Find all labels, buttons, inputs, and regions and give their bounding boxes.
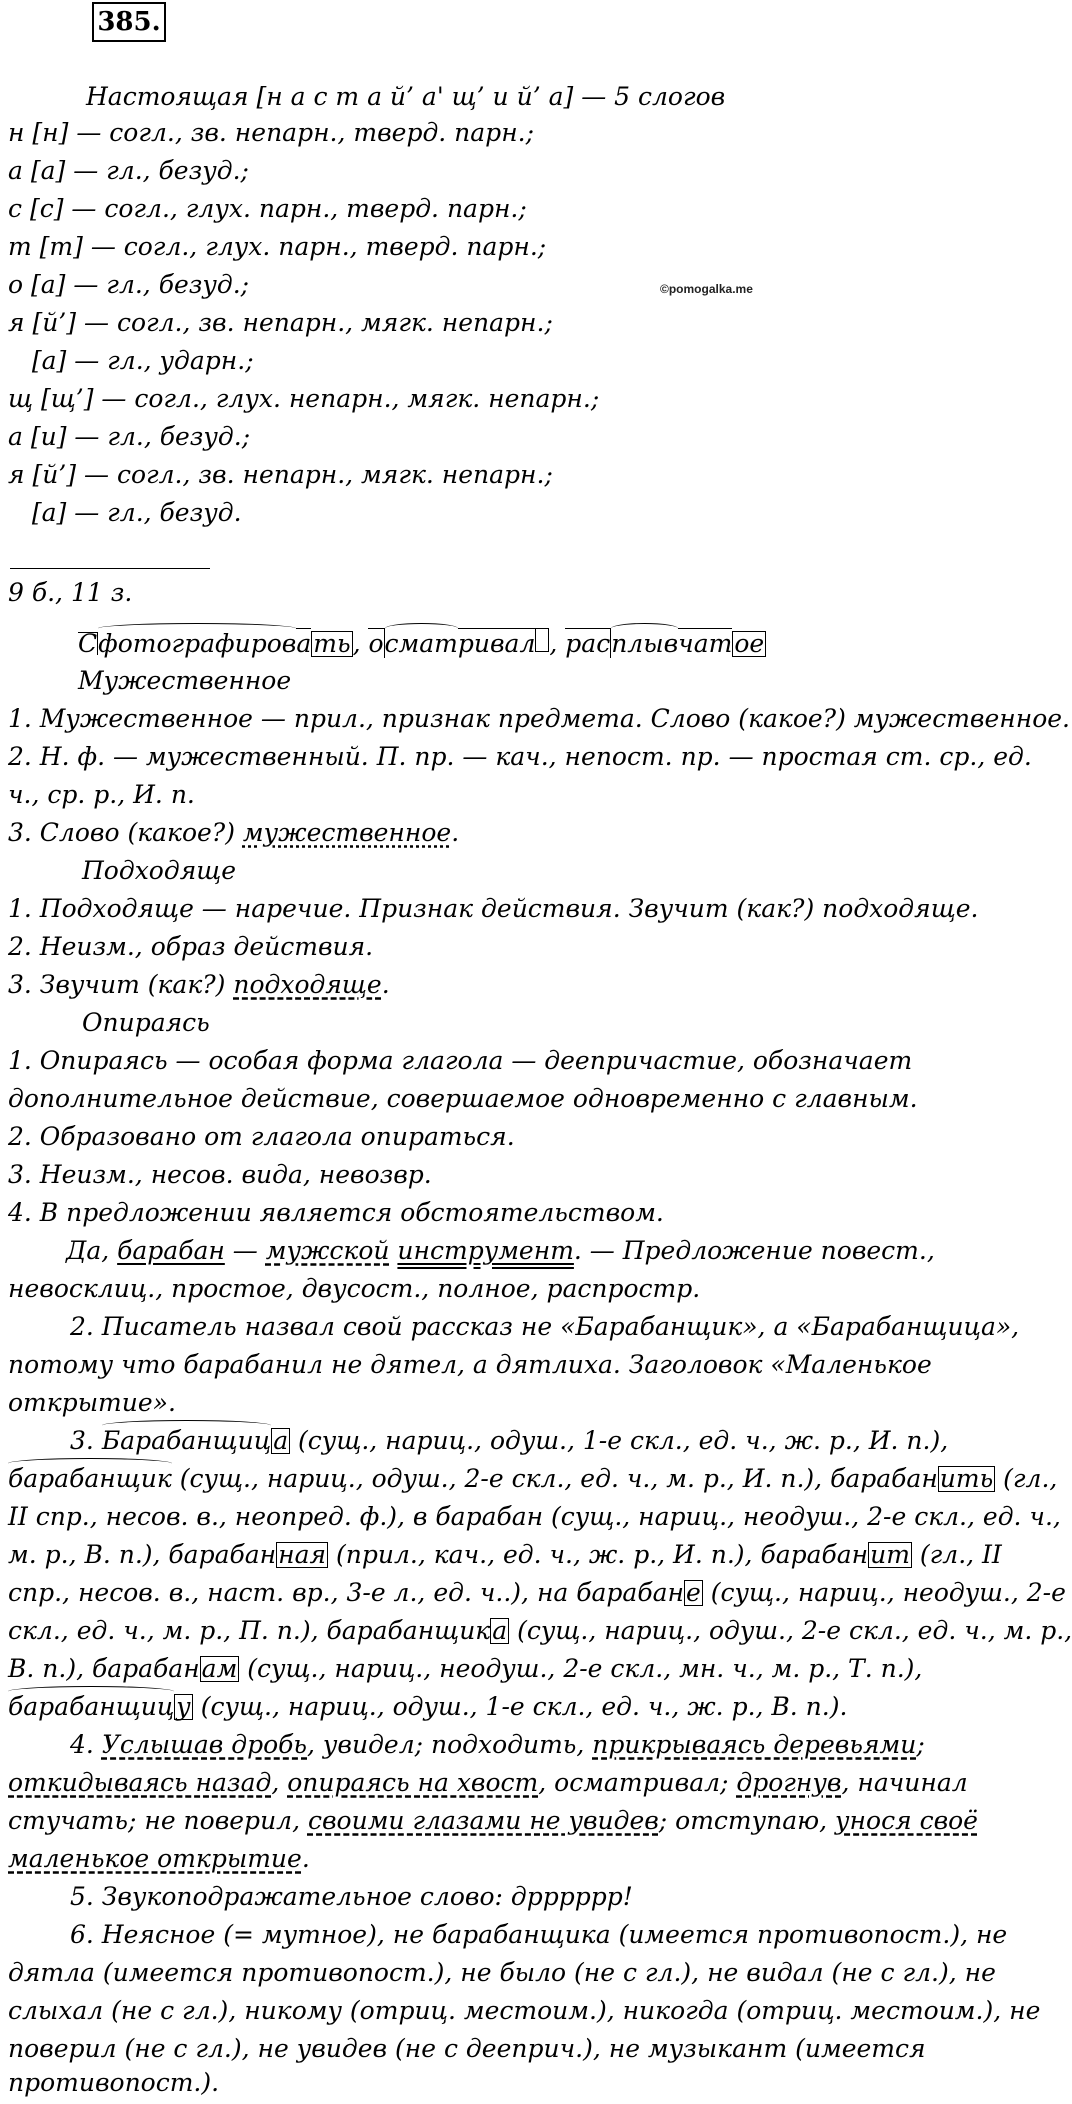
- ending-box: ть: [313, 629, 351, 658]
- text: 4.: [70, 1730, 102, 1759]
- ending-box: ое: [734, 629, 765, 658]
- sentence-attr: мужской: [265, 1236, 390, 1265]
- analysis-line: ч., ср. р., И. п.: [8, 780, 195, 809]
- gloss: (сущ., нариц., неодуш., 2-е скл., мн. ч., м. р., Т. п.),: [239, 1654, 923, 1683]
- gloss: м. р., В. п.), барабан: [8, 1540, 277, 1569]
- gloss: В. п.), барабан: [8, 1654, 200, 1683]
- suffix-mark: чат: [678, 629, 733, 658]
- para-line: [8, 1768, 968, 1798]
- example-suffix: .: [381, 970, 390, 999]
- suffix-mark: а: [296, 629, 312, 658]
- para-line: 6. Неясное (= мутное), не барабанщика (имеется противопост.), не: [70, 1920, 1008, 1949]
- analysis-line: 2. Неизм., образ действия.: [8, 932, 374, 961]
- example-word: подходяще: [233, 970, 382, 999]
- ending-box: е: [685, 1578, 701, 1607]
- text: стучать; не поверил,: [8, 1806, 308, 1835]
- para-line: [8, 1654, 922, 1684]
- analysis-line: 3. Неизм., несов. вида, невозвр.: [8, 1160, 432, 1189]
- phonetic-row: а [а] — гл., безуд.;: [8, 156, 249, 185]
- sentence-predicate: инструмент: [397, 1236, 574, 1265]
- root-mark: плыв: [611, 629, 679, 658]
- ending-box: [535, 628, 549, 652]
- para-line: открытие».: [8, 1388, 176, 1417]
- para-line: [8, 1464, 1057, 1494]
- gloss: спр., несов. в., наст. вр., 3-е л., ед. ч..), на барабан: [8, 1578, 684, 1607]
- suffix-mark: рив: [457, 629, 505, 658]
- root-mark: смат: [384, 629, 458, 658]
- participle-phrase: откидываясь назад: [8, 1768, 272, 1797]
- gloss: (сущ., нариц., одуш., 2-е скл., ед. ч., м. р., И. п.), барабан: [171, 1464, 938, 1493]
- participle-phrase: опираясь на хвост: [287, 1768, 539, 1797]
- example-prefix: 3. Звучит (как?): [8, 970, 234, 999]
- morphemic-words: [78, 628, 766, 659]
- text: .: [301, 1844, 310, 1873]
- gloss: (сущ., нариц., одуш., 1-е скл., ед. ч., ж. р., И. п.),: [290, 1426, 949, 1455]
- prefix-text: 3.: [70, 1426, 102, 1455]
- para-line: [70, 1426, 948, 1456]
- gloss: (сущ., нариц., одуш., 1-е скл., ед. ч., ж. р., В. п.).: [192, 1692, 848, 1721]
- para-line: [8, 1692, 847, 1722]
- text: , начинал: [841, 1768, 968, 1797]
- para-line: противопост.).: [8, 2068, 220, 2097]
- participle-phrase: прикрываясь деревьями: [592, 1730, 917, 1759]
- para-line: [8, 1806, 978, 1836]
- watermark: ©pomogalka.me: [660, 282, 753, 296]
- text: , увидел; подходить,: [307, 1730, 593, 1759]
- divider: [10, 568, 210, 569]
- para-line: поверил (не с гл.), не увидев (не с дееприч.), не музыкант (имеется: [8, 2034, 926, 2063]
- para-line: слыхал (не с гл.), никому (отриц. местоим.), никогда (отриц. местоим.), не: [8, 1996, 1041, 2025]
- participle-phrase: дрогнув: [736, 1768, 842, 1797]
- participle-phrase: своими глазами не увидев: [307, 1806, 659, 1835]
- analysis-heading: Опираясь: [82, 1008, 210, 1037]
- root-mark: барабанщиц: [8, 1692, 175, 1721]
- gloss: (гл., II: [911, 1540, 1002, 1569]
- gloss: (прил., кач., ед. ч., ж. р., И. п.), барабан: [328, 1540, 869, 1569]
- gloss: (гл.,: [995, 1464, 1058, 1493]
- text: ,: [271, 1768, 288, 1797]
- phonetic-row: т [т] — согл., глух. парн., тверд. парн.;: [8, 232, 547, 261]
- phonetic-row: я [й’] — согл., зв. непарн., мягк. непарн.;: [8, 308, 553, 337]
- ending-box: ная: [278, 1540, 327, 1569]
- root-mark: Барабанщиц: [101, 1426, 272, 1455]
- para-line: [70, 1730, 925, 1760]
- analysis-example: [8, 970, 390, 1000]
- prefix-mark: рас: [565, 629, 611, 658]
- analysis-heading: Мужественное: [78, 666, 292, 695]
- ending-box: а: [273, 1426, 289, 1455]
- gloss: (сущ., нариц., неодуш., 2-е: [702, 1578, 1066, 1607]
- ending-box: у: [176, 1692, 191, 1721]
- phonetic-row: а [и] — гл., безуд.;: [8, 422, 251, 451]
- ending-box: ам: [201, 1654, 238, 1683]
- participle-phrase: маленькое открытие: [8, 1844, 302, 1873]
- suffix-mark: ал: [504, 629, 536, 658]
- phonetic-row: с [с] — согл., глух. парн., тверд. парн.;: [8, 194, 527, 223]
- participle-phrase: унося своё: [835, 1806, 978, 1835]
- analysis-line: 1. Мужественное — прил., признак предмета. Слово (какое?) мужественное.: [8, 704, 1070, 733]
- gloss: (сущ., нариц., одуш., 2-е скл., ед. ч., м. р.,: [509, 1616, 1072, 1645]
- analysis-line: 4. В предложении является обстоятельством.: [8, 1198, 664, 1227]
- para-line: [8, 1578, 1066, 1608]
- separator: ,: [352, 629, 369, 658]
- para-line: 5. Звукоподражательное слово: дрррррр!: [70, 1882, 633, 1911]
- para-line: II спр., несов. в., неопред. ф.), в барабан (сущ., нариц., неодуш., 2-е скл., ед. ч.,: [8, 1502, 1061, 1531]
- sentence-line: невосклиц., простое, двусост., полное, распростр.: [8, 1274, 701, 1303]
- gloss: скл., ед. ч., м. р., П. п.), барабанщик: [8, 1616, 491, 1645]
- example-suffix: .: [451, 818, 460, 847]
- analysis-example: [8, 818, 459, 848]
- participle-phrase: Услышав дробь: [101, 1730, 308, 1759]
- prefix-mark: С: [78, 629, 98, 658]
- sentence-dash: —: [224, 1236, 266, 1265]
- para-line: потому что барабанил не дятел, а дятлиха. Заголовок «Маленькое: [8, 1350, 932, 1379]
- ending-box: ить: [939, 1464, 994, 1493]
- sentence-line: [66, 1236, 935, 1266]
- text: , осматривал;: [538, 1768, 737, 1797]
- para-line: [8, 1844, 310, 1874]
- phonetic-title: Настоящая [н а с т а й’ а' щ’ и й’ а] — 5 слогов: [86, 82, 726, 111]
- text: ; отступаю,: [658, 1806, 836, 1835]
- example-prefix: 3. Слово (какое?): [8, 818, 243, 847]
- phonetic-row: [а] — гл., безуд.: [8, 498, 242, 527]
- root-mark: барабанщик: [8, 1464, 172, 1493]
- sentence-rest: . — Предложение повест.,: [573, 1236, 935, 1265]
- analysis-heading: Подходяще: [82, 856, 237, 885]
- phonetic-row: я [й’] — согл., зв. непарн., мягк. непарн.;: [8, 460, 553, 489]
- phonetic-row: н [н] — согл., зв. непарн., тверд. парн.;: [8, 118, 535, 147]
- sentence-start: Да,: [66, 1236, 118, 1265]
- sentence-subject: барабан: [117, 1236, 225, 1265]
- ending-box: а: [492, 1616, 508, 1645]
- para-line: 2. Писатель назвал свой рассказ не «Барабанщик», а «Барабанщица»,: [70, 1312, 1020, 1341]
- para-line: [8, 1616, 1072, 1646]
- prefix-mark: о: [368, 629, 384, 658]
- phonetic-summary: 9 б., 11 з.: [8, 578, 133, 607]
- analysis-line: 1. Опираясь — особая форма глагола — деепричастие, обозначает: [8, 1046, 913, 1075]
- text: ;: [916, 1730, 925, 1759]
- analysis-line: дополнительное действие, совершаемое одновременно с главным.: [8, 1084, 918, 1113]
- exercise-number: 385.: [92, 2, 166, 42]
- para-line: дятла (имеется противопост.), не было (не с гл.), не видал (не с гл.), не: [8, 1958, 996, 1987]
- para-line: [8, 1540, 1002, 1570]
- analysis-line: 2. Образовано от глагола опираться.: [8, 1122, 515, 1151]
- analysis-line: 1. Подходяще — наречие. Признак действия. Звучит (как?) подходяще.: [8, 894, 979, 923]
- phonetic-row: [а] — гл., ударн.;: [8, 346, 254, 375]
- example-word: мужественное: [242, 818, 452, 847]
- analysis-line: 2. Н. ф. — мужественный. П. пр. — кач., непост. пр. — простая ст. ср., ед.: [8, 742, 1032, 771]
- ending-box: ит: [870, 1540, 910, 1569]
- phonetic-row: о [а] — гл., безуд.;: [8, 270, 250, 299]
- root-mark: фотографиров: [98, 629, 297, 658]
- phonetic-row: щ [щ’] — согл., глух. непарн., мягк. непарн.;: [8, 384, 600, 413]
- separator: ,: [549, 629, 566, 658]
